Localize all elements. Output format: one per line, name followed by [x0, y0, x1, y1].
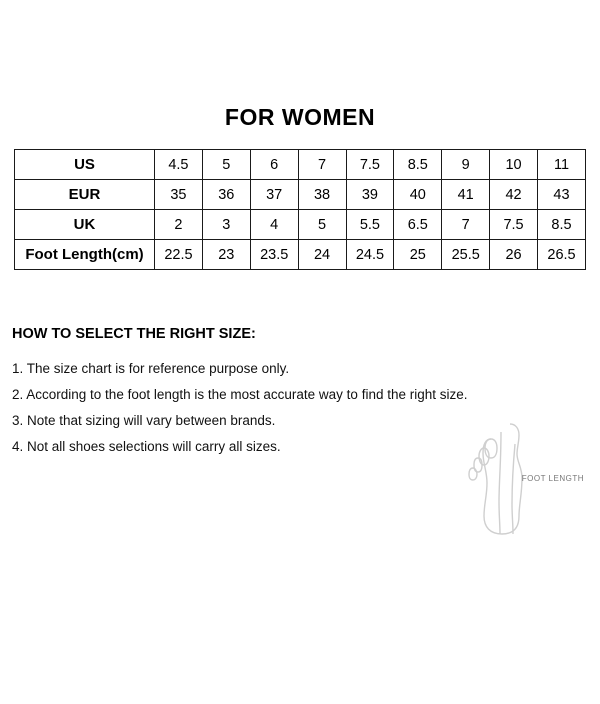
cell: 8.5	[538, 210, 586, 240]
row-label-uk: UK	[15, 210, 155, 240]
table-row	[15, 210, 586, 240]
cell: 37	[250, 180, 298, 210]
howto-heading: HOW TO SELECT THE RIGHT SIZE:	[12, 326, 256, 342]
table-row	[15, 180, 586, 210]
cell: 36	[202, 180, 250, 210]
cell: 7	[298, 150, 346, 180]
row-label-foot-length: Foot Length(cm)	[15, 240, 155, 270]
table-row	[15, 240, 586, 270]
list-item: 1. The size chart is for reference purpose only.	[12, 361, 290, 376]
row-label-us: US	[15, 150, 155, 180]
cell: 4.5	[155, 150, 203, 180]
list-item: 4. Not all shoes selections will carry all sizes.	[12, 439, 281, 454]
cell: 22.5	[155, 240, 203, 270]
cell: 7	[442, 210, 490, 240]
cell: 7.5	[490, 210, 538, 240]
howto-list	[12, 356, 482, 460]
cell: 35	[155, 180, 203, 210]
cell: 26	[490, 240, 538, 270]
cell: 3	[202, 210, 250, 240]
cell: 42	[490, 180, 538, 210]
table-row	[15, 150, 586, 180]
cell: 23	[202, 240, 250, 270]
cell: 9	[442, 150, 490, 180]
cell: 25.5	[442, 240, 490, 270]
cell: 5.5	[346, 210, 394, 240]
cell: 5	[202, 150, 250, 180]
cell: 6	[250, 150, 298, 180]
cell: 26.5	[538, 240, 586, 270]
cell: 6.5	[394, 210, 442, 240]
cell: 43	[538, 180, 586, 210]
cell: 7.5	[346, 150, 394, 180]
cell: 38	[298, 180, 346, 210]
cell: 10	[490, 150, 538, 180]
cell: 40	[394, 180, 442, 210]
cell: 4	[250, 210, 298, 240]
foot-length-label: FOOT LENGTH	[521, 474, 584, 483]
row-label-eur: EUR	[15, 180, 155, 210]
cell: 23.5	[250, 240, 298, 270]
list-item: 3. Note that sizing will vary between brands.	[12, 413, 276, 428]
cell: 5	[298, 210, 346, 240]
cell: 41	[442, 180, 490, 210]
cell: 8.5	[394, 150, 442, 180]
cell: 2	[155, 210, 203, 240]
size-chart-page	[0, 104, 600, 704]
size-chart-container	[14, 149, 586, 270]
cell: 39	[346, 180, 394, 210]
list-item: 2. According to the foot length is the most accurate way to find the right size.	[12, 387, 468, 402]
cell: 11	[538, 150, 586, 180]
cell: 24.5	[346, 240, 394, 270]
size-chart-table	[14, 149, 586, 270]
cell: 24	[298, 240, 346, 270]
page-title: FOR WOMEN	[224, 104, 376, 130]
cell: 25	[394, 240, 442, 270]
